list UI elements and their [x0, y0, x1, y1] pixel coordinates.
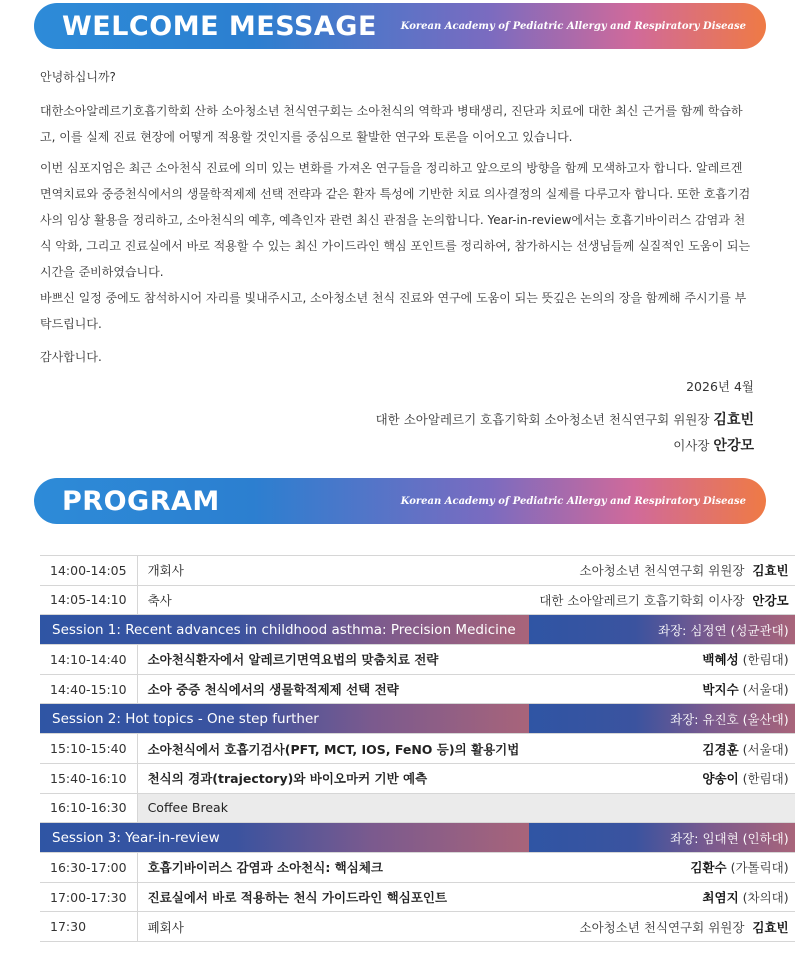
session-header [40, 704, 795, 734]
session-header [40, 823, 795, 853]
row-speaker: 소아청소년 천식연구회 위원장 김효빈 [529, 556, 794, 586]
table-row [40, 734, 795, 764]
row-title: Coffee Break [137, 793, 795, 823]
signature-1 [376, 409, 754, 429]
row-time: 17:00-17:30 [40, 882, 137, 912]
welcome-title: WELCOME MESSAGE [62, 10, 377, 42]
paragraph-3: 바쁘신 일정 중에도 참석하시어 자리를 빛내주시고, 소아청소년 천식 진료와 연구에 도움이 되는 뜻깊은 논의의 장을 함께해 주시기를 부탁드립니다. [40, 291, 747, 331]
welcome-org-subtitle: Korean Academy of Pediatric Allergy and Respiratory Disease [400, 20, 746, 32]
thanks: 감사합니다. [40, 350, 102, 364]
row-time: 14:10-14:40 [40, 645, 137, 675]
signature-2-name: 안강모 [713, 438, 754, 454]
session-title: Session 1: Recent advances in childhood asthma: Precision Medicine [40, 615, 529, 645]
row-title: 호흡기바이러스 감염과 소아천식: 핵심체크 [137, 853, 529, 883]
table-row [40, 763, 795, 793]
program-title: PROGRAM [62, 485, 220, 517]
row-time: 15:10-15:40 [40, 734, 137, 764]
row-time: 16:10-16:30 [40, 793, 137, 823]
row-time: 17:30 [40, 912, 137, 942]
program-table [40, 555, 795, 942]
row-title: 천식의 경과(trajectory)와 바이오마커 기반 예측 [137, 763, 529, 793]
signature-1-role: 대한 소아알레르기 호흡기학회 소아청소년 천식연구회 위원장 [375, 412, 710, 427]
program-org-subtitle: Korean Academy of Pediatric Allergy and Respiratory Disease [400, 495, 746, 507]
row-speaker: 최염지 (차의대) [529, 882, 794, 912]
paragraph-2: 이번 심포지엄은 최근 소아천식 진료에 의미 있는 변화를 가져온 연구들을 정리하고 앞으로의 방향을 함께 모색하고자 합니다. 알레르겐 면역치료와 중증천식에서의 생물학적제제 선택 전략과 같은 환자 특성에 기반한 치료 의사결정의 실제를 다루고자 합니다. 또한 호흡기검사의 임상 활용을 정리하고, 소아천식의 예후, 예측인자 관련 최신 관점을 논의합니다. Year-in-review에서는 호흡기바이러스 감염과 천식 악화, 그리고 진료실에서 바로 적용할 수 있는 최신 가이드라인 핵심 포인트를 정리하여, 참가하시는 선생님들께 실질적인 도움이 되는 시간을 준비하였습니다. [40, 161, 751, 279]
row-title: 개회사 [137, 556, 529, 586]
row-time: 16:30-17:00 [40, 853, 137, 883]
row-title: 축사 [137, 585, 529, 615]
signature-1-name: 김효빈 [713, 412, 754, 428]
row-title: 소아천식환자에서 알레르기면역요법의 맞춤치료 전략 [137, 645, 529, 675]
row-title: 폐회사 [137, 912, 529, 942]
row-speaker: 양송이 (한림대) [529, 763, 794, 793]
date: 2026년 4월 [686, 379, 754, 394]
row-time: 14:00-14:05 [40, 556, 137, 586]
table-row [40, 556, 795, 586]
row-speaker: 김경훈 (서울대) [529, 734, 794, 764]
session-chair: 좌장: 임대현 (인하대) [529, 823, 794, 853]
row-speaker: 소아청소년 천식연구회 위원장 김효빈 [529, 912, 794, 942]
row-speaker: 김환수 (가톨릭대) [529, 853, 794, 883]
session-title: Session 3: Year-in-review [40, 823, 529, 853]
program-banner [34, 478, 766, 524]
table-row [40, 912, 795, 942]
row-time: 15:40-16:10 [40, 763, 137, 793]
table-row [40, 585, 795, 615]
paragraph-1: 대한소아알레르기호흡기학회 산하 소아청소년 천식연구회는 소아천식의 역학과 병태생리, 진단과 치료에 대한 최신 근거를 함께 학습하고, 이를 실제 진료 현장에 어떻게 적용할 것인지를 중심으로 활발한 연구와 토론을 이어오고 있습니다. [40, 104, 743, 144]
greeting: 안녕하십니까? [40, 70, 116, 84]
welcome-banner [34, 3, 766, 49]
session-chair: 좌장: 심정연 (성균관대) [529, 615, 794, 645]
row-time: 14:40-15:10 [40, 674, 137, 704]
row-title: 소아천식에서 호흡기검사(PFT, MCT, IOS, FeNO 등)의 활용기법 [137, 734, 529, 764]
table-row [40, 674, 795, 704]
row-speaker: 백혜성 (한림대) [529, 645, 794, 675]
session-title: Session 2: Hot topics - One step further [40, 704, 529, 734]
row-speaker: 대한 소아알레르기 호흡기학회 이사장 안강모 [529, 585, 794, 615]
table-row [40, 645, 795, 675]
row-time: 14:05-14:10 [40, 585, 137, 615]
table-row [40, 853, 795, 883]
session-chair: 좌장: 유진호 (울산대) [529, 704, 794, 734]
signature-2 [673, 435, 754, 455]
signature-2-role: 이사장 [673, 438, 710, 453]
row-title: 진료실에서 바로 적용하는 천식 가이드라인 핵심포인트 [137, 882, 529, 912]
table-row-break [40, 793, 795, 823]
row-speaker: 박지수 (서울대) [529, 674, 794, 704]
row-title: 소아 중증 천식에서의 생물학적제제 선택 전략 [137, 674, 529, 704]
table-row [40, 882, 795, 912]
session-header [40, 615, 795, 645]
